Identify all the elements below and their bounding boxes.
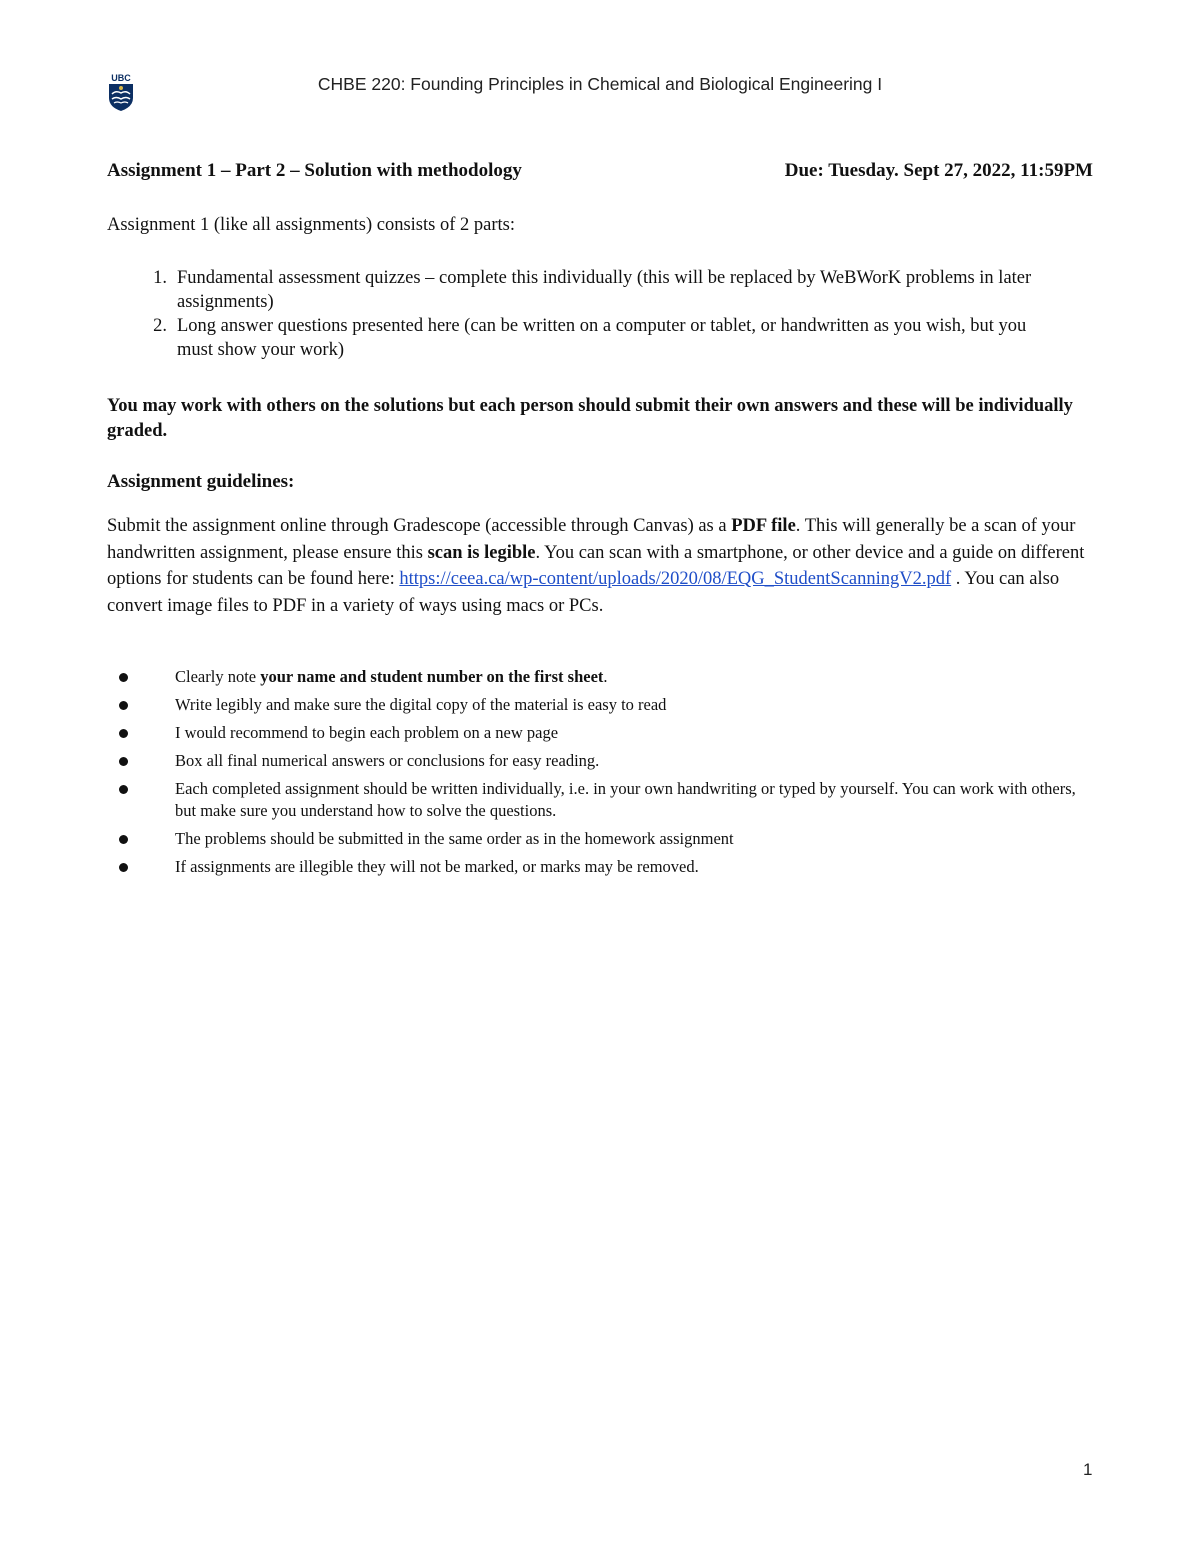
- page-number: 1: [1083, 1460, 1093, 1479]
- scanning-guide-link[interactable]: https://ceea.ca/wp-content/uploads/2020/08/EQG_StudentScanningV2.pdf: [399, 569, 952, 589]
- list-number: 1.: [153, 268, 167, 288]
- list-item: [107, 828, 1097, 850]
- list-item: [107, 856, 1097, 878]
- bullet-icon: [107, 856, 175, 878]
- list-item: [107, 666, 1097, 688]
- course-title: CHBE 220: Founding Principles in Chemical and Biological Engineering I: [317, 74, 883, 94]
- list-text: Long answer questions presented here (can be written on a computer or tablet, or handwritten as you wish, but you must show your work): [177, 316, 1027, 360]
- bullet-icon: [107, 666, 175, 688]
- name-number-emphasis: your name and student number on the first sheet: [260, 667, 604, 686]
- bullet-icon: [107, 694, 175, 716]
- guidelines-heading: Assignment guidelines:: [107, 471, 295, 492]
- list-text: The problems should be submitted in the same order as in the homework assignment: [175, 829, 734, 848]
- bullet-icon: [107, 722, 175, 744]
- list-item: [107, 778, 1097, 822]
- guidelines-list: [107, 666, 1097, 884]
- submit-text-3: . You can scan with a smartphone, or other device and a guide on different options for students can be found here:: [107, 542, 1085, 589]
- list-text: If assignments are illegible they will not be marked, or marks may be removed.: [175, 857, 699, 876]
- bullet-text-period: .: [603, 667, 608, 686]
- parts-list: [107, 266, 1057, 362]
- list-item: [107, 266, 1057, 314]
- list-text: Each completed assignment should be written individually, i.e. in your own handwriting or typed by yourself. You can work with others, but make sure you understand how to solve the questions.: [175, 779, 1076, 820]
- submit-text-2: . This will generally be a scan of your handwritten assignment, please ensure this: [107, 516, 1076, 563]
- list-text: [175, 666, 1097, 688]
- list-number: 2.: [153, 316, 167, 336]
- submission-paragraph: [107, 513, 1097, 619]
- list-item: [107, 750, 1097, 772]
- collaboration-note: You may work with others on the solutions but each person should submit their own answers and these will be individually graded.: [107, 396, 1073, 441]
- submit-text-1: Submit the assignment online through Gradescope (accessible through Canvas) as a: [107, 516, 732, 536]
- list-text: Fundamental assessment quizzes – complete this individually (this will be replaced by WeBWorK problems in later assignments): [177, 268, 1032, 312]
- list-text: Box all final numerical answers or conclusions for easy reading.: [175, 751, 600, 770]
- scan-legible-emphasis: scan is legible: [427, 542, 536, 563]
- assignment-title: Assignment 1 – Part 2 – Solution with methodology: [107, 160, 522, 181]
- submit-text-4: . You can also convert image files to PDF in a variety of ways using macs or PCs.: [107, 569, 1060, 616]
- list-item: [107, 722, 1097, 744]
- bullet-icon: [107, 778, 175, 822]
- intro-text: Assignment 1 (like all assignments) consists of 2 parts:: [107, 215, 515, 235]
- list-text: Write legibly and make sure the digital copy of the material is easy to read: [175, 695, 667, 714]
- bullet-text-plain: Clearly note: [175, 667, 261, 686]
- assignment-title-row: [107, 160, 1093, 186]
- pdf-file-emphasis: PDF file: [731, 516, 796, 536]
- list-item: [107, 314, 1057, 362]
- list-text: I would recommend to begin each problem on a new page: [175, 723, 559, 742]
- list-item: [107, 694, 1097, 716]
- logo-text: UBC: [111, 73, 131, 83]
- bullet-icon: [107, 828, 175, 850]
- bullet-icon: [107, 750, 175, 772]
- due-date: Due: Tuesday. Sept 27, 2022, 11:59PM: [784, 160, 1093, 181]
